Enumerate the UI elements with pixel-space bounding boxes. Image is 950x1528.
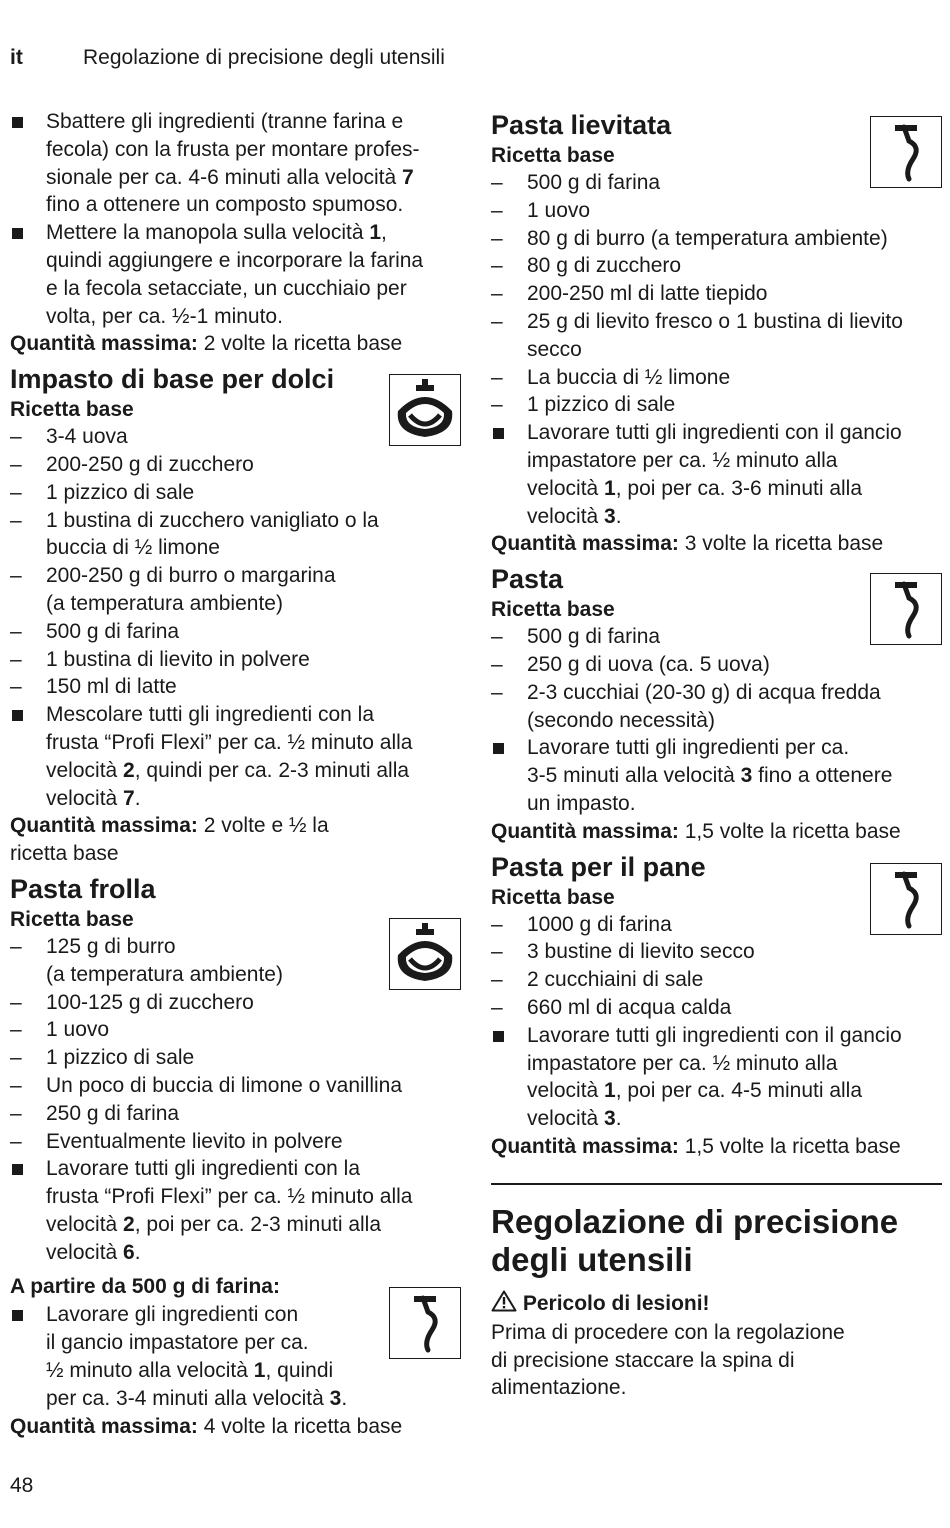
list-item: – La buccia di ½ limone <box>491 365 731 389</box>
list-item: – 25 g di lievito fresco o 1 bustina di lievito <box>491 309 903 333</box>
list-item: – 1 bustina di zucchero vanigliato o la <box>10 508 379 532</box>
list-item: – 200-250 g di zucchero <box>10 452 254 476</box>
bullet-step: Lavorare tutti gli ingredienti con il gancio <box>491 419 943 447</box>
list-item: – 150 ml di latte <box>10 675 177 699</box>
list-item: – 500 g di farina <box>491 625 661 649</box>
list-item: – 250 g di uova (ca. 5 uova) <box>491 652 770 676</box>
square-bullet-icon <box>12 1310 23 1321</box>
list-item: – Un poco di buccia di limone o vanillina <box>10 1073 403 1097</box>
section-subtitle: Ricetta base <box>491 144 615 167</box>
section-title: Pasta frolla <box>10 873 156 904</box>
section-subtitle: Ricetta base <box>491 598 615 622</box>
max-quantity: Quantità massima: 3 volte la ricetta base <box>491 532 884 556</box>
max-quantity: Quantità massima: 1,5 volte la ricetta base <box>491 1134 901 1158</box>
list-item: – 1 bustina di lievito in polvere <box>10 647 310 671</box>
section-title: Pasta per il pane <box>491 851 706 882</box>
section-divider <box>491 1183 942 1185</box>
list-item: – 80 g di burro (a temperatura ambiente) <box>491 226 888 250</box>
list-item: – 3 bustine di lievito secco <box>491 940 755 964</box>
chapter-title: Regolazione di precisione <box>491 1202 899 1240</box>
bullet-step: Mettere la manopola sulla velocità 1, <box>10 219 460 247</box>
warning-triangle-icon <box>491 1290 517 1312</box>
bullet-step: Lavorare gli ingredienti con <box>10 1301 460 1329</box>
list-item: – 1 uovo <box>491 198 591 222</box>
list-item: – 200-250 ml di latte tiepido <box>491 282 768 306</box>
language-code: it <box>10 46 23 69</box>
flexi-whisk-icon <box>389 374 461 446</box>
max-quantity: Quantità massima: 4 volte la ricetta base <box>10 1414 403 1438</box>
list-item: – 100-125 g di zucchero <box>10 990 254 1014</box>
section-subtitle: Ricetta base <box>491 885 615 909</box>
max-quantity: Quantità massima: 2 volte la ricetta base <box>10 332 403 356</box>
bullet-step: Mescolare tutti gli ingredienti con la <box>10 701 460 729</box>
square-bullet-icon <box>493 428 504 439</box>
list-item: – 1 pizzico di sale <box>491 393 676 417</box>
header-title: Regolazione di precisione degli utensili <box>83 46 445 69</box>
left-column: Sbattere gli ingredienti (tranne farina e fecola) con la frusta per montare profes- sionale per ca. 4-6 minuti alla velocità 7 fino a ottenere un composto spumoso. Mettere la manopola sulla velocità 1, quindi aggiungere e incorporare la farina e la fecola setacciate, un cucchiaio per volta, per ca. ½-1 minuto. Quantità massima: 2 volte la ricetta base Impasto di base per dolci Ricetta base – 3-4 uova – 200-250 g di zucchero – 1 pizzico di sale – 1 bustina di zucchero vanigliato o la buccia di ½ limone – 200-250 g di burro o margarina (a temperatura ambiente) – 500 g di farina – 1 bustina di lievito in polvere – 150 ml di latte Mescolare tutti gli ingredienti con la frusta “Profi Flexi” per ca. ½ minuto alla velocità 2, quindi per ca. 2-3 minuti alla velocità 7. Quantità massima: 2 volte e ½ la ricetta base Pasta frolla Ricetta base – 125 g di burro (a temperatura ambiente) – 100-125 g di zucchero – 1 uovo – 1 pizzico di sale – Un poco di buccia di limone o vanillina – 250 g di farina – Eventualmente lievito in polvere Lavorare tutti gli ingredienti con la frusta “Profi Flexi” per ca. ½ minuto alla velocità 2, poi per ca. 2-3 minuti alla velocità 6. A partire da 500 g di farina: Lavorare gli ingredienti con il gancio impastatore per ca. ½ minuto alla velocità 1, quindi per ca. 3-4 minuti alla velocità 3. Quantità massima: 4 volte la ricetta base <box>10 108 460 1440</box>
kneading-hook-icon <box>870 573 942 645</box>
max-quantity: Quantità massima: 2 volte e ½ la <box>10 814 329 838</box>
kneading-hook-icon <box>870 863 942 935</box>
list-item: – 500 g di farina <box>10 619 180 643</box>
warning-heading: Pericolo di lesioni! <box>491 1289 943 1319</box>
kneading-hook-icon <box>389 1287 461 1359</box>
square-bullet-icon <box>12 710 23 721</box>
list-item: – 660 ml di acqua calda <box>491 995 732 1019</box>
kneading-hook-icon <box>870 116 942 188</box>
square-bullet-icon <box>493 1031 504 1042</box>
bullet-step: Lavorare tutti gli ingredienti con il gancio <box>491 1022 943 1050</box>
right-column: Pasta lievitata Ricetta base – 500 g di farina – 1 uovo – 80 g di burro (a temperatura ambiente) – 80 g di zucchero – 200-250 ml di latte tiepido – 25 g di lievito fresco o 1 bustina di lievito secco – La buccia di ½ limone – 1 pizzico di sale Lavorare tutti gli ingredienti con il gancio impastatore per ca. ½ minuto alla velocità 1, poi per ca. 3-6 minuti alla velocità 3. Quantità massima: 3 volte la ricetta base Pasta Ricetta base – 500 g di farina – 250 g di uova (ca. 5 uova) – 2-3 cucchiai (20-30 g) di acqua fredda (secondo necessità) Lavorare tutti gli ingredienti per ca. 3-5 minuti alla velocità 3 fino a ottenere un impasto. Quantità massima: 1,5 volte la ricetta base Pasta per il pane Ricetta base – 1000 g di farina – 3 bustine di lievito secco – 2 cucchiaini di sale – 660 ml di acqua calda Lavorare tutti gli ingredienti con il gancio impastatore per ca. ½ minuto alla velocità 1, poi per ca. 4-5 minuti alla velocità 3. Quantità massima: 1,5 volte la ricetta base Regolazione di precisione degli utensili Pericolo di lesioni! Prima di procedere con la regolazione di precisione staccare la spina di alimentazione. <box>491 108 943 1402</box>
section-subtitle: Ricetta base <box>10 398 134 422</box>
page-number: 48 <box>10 1474 34 1497</box>
bullet-step: Sbattere gli ingredienti (tranne farina e <box>10 108 460 136</box>
list-item: – 500 g di farina <box>491 171 661 194</box>
square-bullet-icon <box>12 117 23 128</box>
flexi-whisk-icon <box>389 918 461 990</box>
list-item: – 2 cucchiaini di sale <box>491 968 704 992</box>
list-item: – 125 g di burro <box>10 934 176 958</box>
chapter-title-cont: degli utensili <box>491 1240 693 1278</box>
square-bullet-icon <box>493 743 504 754</box>
square-bullet-icon <box>12 1164 23 1175</box>
list-item: – 2-3 cucchiai (20-30 g) di acqua fredda <box>491 680 881 704</box>
max-quantity: Quantità massima: 1,5 volte la ricetta base <box>491 819 901 843</box>
list-item: – 250 g di farina <box>10 1101 180 1125</box>
section-title: Pasta <box>491 564 564 595</box>
list-item: – 80 g di zucchero <box>491 254 682 278</box>
list-item: – 200-250 g di burro o margarina <box>10 564 336 588</box>
list-item: – 1 pizzico di sale <box>10 480 195 504</box>
section-title: Impasto di base per dolci <box>10 364 335 395</box>
list-item: – 3-4 uova <box>10 425 128 449</box>
list-item: – 1 uovo <box>10 1018 110 1042</box>
list-item: – 1 pizzico di sale <box>10 1046 195 1070</box>
list-item: – Eventualmente lievito in polvere <box>10 1129 343 1153</box>
list-item: – 1000 g di farina <box>491 912 672 936</box>
bullet-step: Lavorare tutti gli ingredienti con la <box>10 1155 460 1183</box>
section-title: Pasta lievitata <box>491 110 672 140</box>
square-bullet-icon <box>12 228 23 239</box>
section-subtitle: Ricetta base <box>10 907 134 931</box>
bullet-step: Lavorare tutti gli ingredienti per ca. <box>491 734 943 762</box>
subsection-label: A partire da 500 g di farina: <box>10 1275 280 1299</box>
